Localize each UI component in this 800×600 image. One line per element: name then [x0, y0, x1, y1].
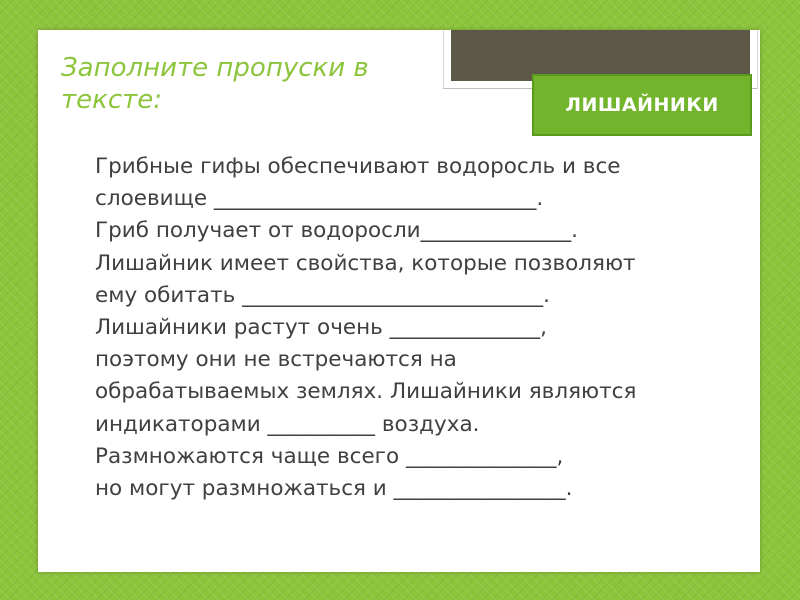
text-line: Лишайник имеет свойства, которые позволяют	[95, 250, 636, 276]
text-line: индикаторами __________ воздуха.	[95, 411, 480, 437]
text-line: поэтому они не встречаются на	[95, 347, 457, 373]
text-line: обрабатываемых землях. Лишайники являются	[95, 379, 637, 405]
topic-badge: ЛИШАЙНИКИ	[532, 74, 752, 136]
text-line: но могут размножаться и ________________.	[95, 476, 573, 502]
text-line: Грибные гифы обеспечивают водоросль и все	[95, 154, 621, 179]
slide-title: Заполните пропуски в тексте:	[61, 53, 369, 115]
text-line: слоевище ______________________________.	[95, 186, 544, 212]
slide	[38, 30, 760, 572]
text-line: Размножаются чаще всего ______________,	[95, 443, 564, 469]
fill-in-text	[95, 151, 745, 505]
text-line: Гриб получает от водоросли______________.	[95, 218, 578, 244]
text-line: Лишайники растут очень ______________,	[95, 315, 548, 341]
text-line: ему обитать ____________________________.	[95, 282, 550, 308]
